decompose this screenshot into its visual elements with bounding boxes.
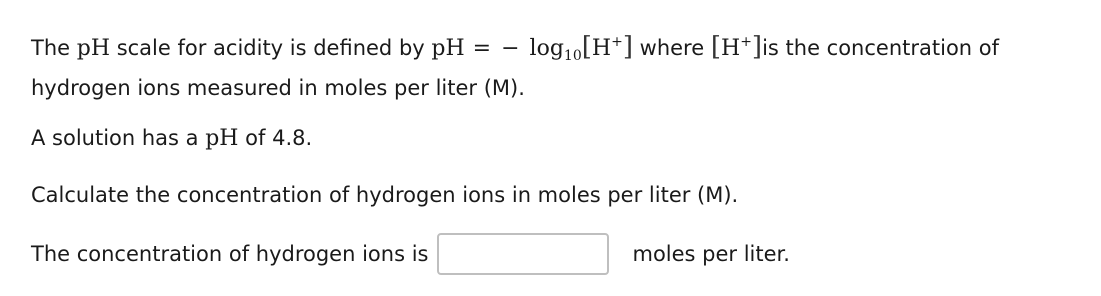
close-bracket: ] [622,32,633,62]
formula-h: H [591,36,612,61]
solution-prefix: A solution has a [31,126,206,150]
definition-line-2: hydrogen ions measured in moles per liter (M). [31,76,525,100]
question-text [31,26,1091,211]
open-bracket: [ [581,32,592,62]
answer-unit: moles per liter. [632,242,790,266]
definition-plus: + [740,34,752,50]
solution-ph-term: pH [205,126,239,151]
intro-mid: scale for acidity is defined by [110,36,432,60]
formula-plus: + [611,34,623,50]
definition-h: H [721,36,741,61]
task-instruction: Calculate the concentration of hydrogen ions in moles per liter (M). [31,183,739,207]
solution-suffix: of 4.8. [238,126,313,150]
formula-log-base: 10 [563,48,582,64]
close-bracket: ] [751,32,763,62]
ph-term: pH [76,36,111,61]
given-ph-line [31,122,1091,155]
answer-row [31,233,790,275]
formula-minus: − [501,36,520,61]
concentration-input[interactable] [437,233,609,275]
where-text: where [639,36,705,60]
formula-ph: pH [431,36,465,61]
definition-suffix: is the concentration of [762,36,1000,60]
formula-equals: = [472,36,492,61]
formula-log: log [529,36,564,61]
open-bracket: [ [710,32,721,62]
intro-prefix: The [31,36,77,60]
definition-line-1 [31,26,1091,72]
answer-label: The concentration of hydrogen ions is [31,242,429,266]
